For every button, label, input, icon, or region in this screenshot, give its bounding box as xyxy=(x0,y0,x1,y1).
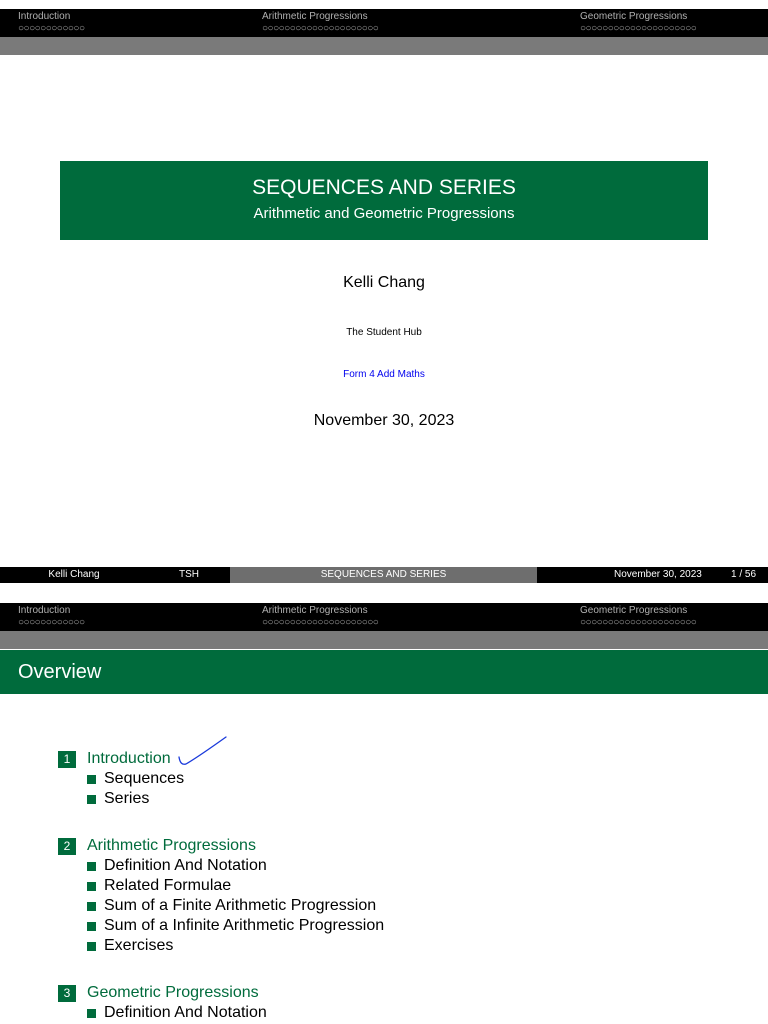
subsection-label[interactable]: Definition And Notation xyxy=(104,857,267,874)
bullet-square-icon xyxy=(87,1009,96,1018)
nav-section-introduction[interactable]: Introduction xyxy=(18,605,71,616)
toc-section-3[interactable] xyxy=(58,983,658,1003)
nav-dots-geometric[interactable]: ○○○○○○○○○○○○○○○○○○○○○ xyxy=(580,23,697,34)
slide-2-subbar xyxy=(0,631,768,649)
nav-section-geometric[interactable]: Geometric Progressions xyxy=(580,11,688,22)
bullet-square-icon xyxy=(87,775,96,784)
presentation-subtitle: Arithmetic and Geometric Progressions xyxy=(253,205,515,222)
footer-title: SEQUENCES AND SERIES xyxy=(230,567,537,583)
toc-section-2[interactable] xyxy=(58,836,658,856)
section-label[interactable]: Arithmetic Progressions xyxy=(87,837,256,854)
nav-dots-introduction[interactable]: ○○○○○○○○○○○○ xyxy=(18,617,85,628)
subsection-label[interactable]: Sum of a Infinite Arithmetic Progression xyxy=(104,917,385,934)
bullet-square-icon xyxy=(87,882,96,891)
subsection-label[interactable]: Exercises xyxy=(104,937,174,954)
toc-subsection[interactable] xyxy=(58,1003,658,1023)
slide-footer xyxy=(0,567,768,583)
nav-section-arithmetic[interactable]: Arithmetic Progressions xyxy=(262,11,368,22)
presentation-date: November 30, 2023 xyxy=(313,412,455,429)
nav-section-introduction[interactable]: Introduction xyxy=(18,11,71,22)
subsection-label[interactable]: Sequences xyxy=(104,770,185,787)
bullet-square-icon xyxy=(87,795,96,804)
bullet-square-icon xyxy=(87,902,96,911)
table-of-contents xyxy=(58,749,658,1023)
footer-page-number: 1 / 56 xyxy=(731,569,757,580)
subsection-label[interactable]: Sum of a Finite Arithmetic Progression xyxy=(104,897,377,914)
toc-section-1[interactable] xyxy=(58,749,658,769)
overview-title: Overview xyxy=(18,661,102,683)
footer-date: November 30, 2023 xyxy=(614,569,702,580)
toc-subsection[interactable] xyxy=(58,856,658,876)
handwritten-checkmark-icon xyxy=(176,735,230,769)
title-block xyxy=(60,161,708,240)
bullet-square-icon xyxy=(87,922,96,931)
section-number: 3 xyxy=(58,985,76,1002)
slide-1-navbar xyxy=(0,9,768,37)
author-name: Kelli Chang xyxy=(343,274,425,291)
toc-subsection[interactable] xyxy=(58,896,658,916)
nav-dots-introduction[interactable]: ○○○○○○○○○○○○ xyxy=(18,23,85,34)
toc-subsection[interactable] xyxy=(58,789,658,809)
toc-subsection[interactable] xyxy=(58,876,658,896)
presentation-title: SEQUENCES AND SERIES xyxy=(252,176,516,199)
section-label[interactable]: Introduction xyxy=(87,750,171,767)
nav-section-arithmetic[interactable]: Arithmetic Progressions xyxy=(262,605,368,616)
subsection-label[interactable]: Related Formulae xyxy=(104,877,232,894)
toc-subsection[interactable] xyxy=(58,769,658,789)
section-number: 1 xyxy=(58,751,76,768)
institute-name: The Student Hub xyxy=(346,327,422,338)
bullet-square-icon xyxy=(87,942,96,951)
subsection-label[interactable]: Definition And Notation xyxy=(104,1004,267,1021)
footer-author: Kelli Chang xyxy=(0,567,148,583)
overview-header xyxy=(0,650,768,694)
nav-dots-geometric[interactable]: ○○○○○○○○○○○○○○○○○○○○○ xyxy=(580,617,697,628)
toc-subsection[interactable] xyxy=(58,916,658,936)
course-link[interactable]: Form 4 Add Maths xyxy=(343,369,425,380)
nav-dots-arithmetic[interactable]: ○○○○○○○○○○○○○○○○○○○○○ xyxy=(262,617,379,628)
footer-institute: TSH xyxy=(148,567,230,583)
section-number: 2 xyxy=(58,838,76,855)
bullet-square-icon xyxy=(87,862,96,871)
slide-1-subbar xyxy=(0,37,768,55)
toc-subsection[interactable] xyxy=(58,936,658,956)
subsection-label[interactable]: Series xyxy=(104,790,150,807)
footer-date-block xyxy=(537,567,768,583)
nav-section-geometric[interactable]: Geometric Progressions xyxy=(580,605,688,616)
nav-dots-arithmetic[interactable]: ○○○○○○○○○○○○○○○○○○○○○ xyxy=(262,23,379,34)
section-label[interactable]: Geometric Progressions xyxy=(87,984,259,1001)
slide-2-navbar xyxy=(0,603,768,631)
